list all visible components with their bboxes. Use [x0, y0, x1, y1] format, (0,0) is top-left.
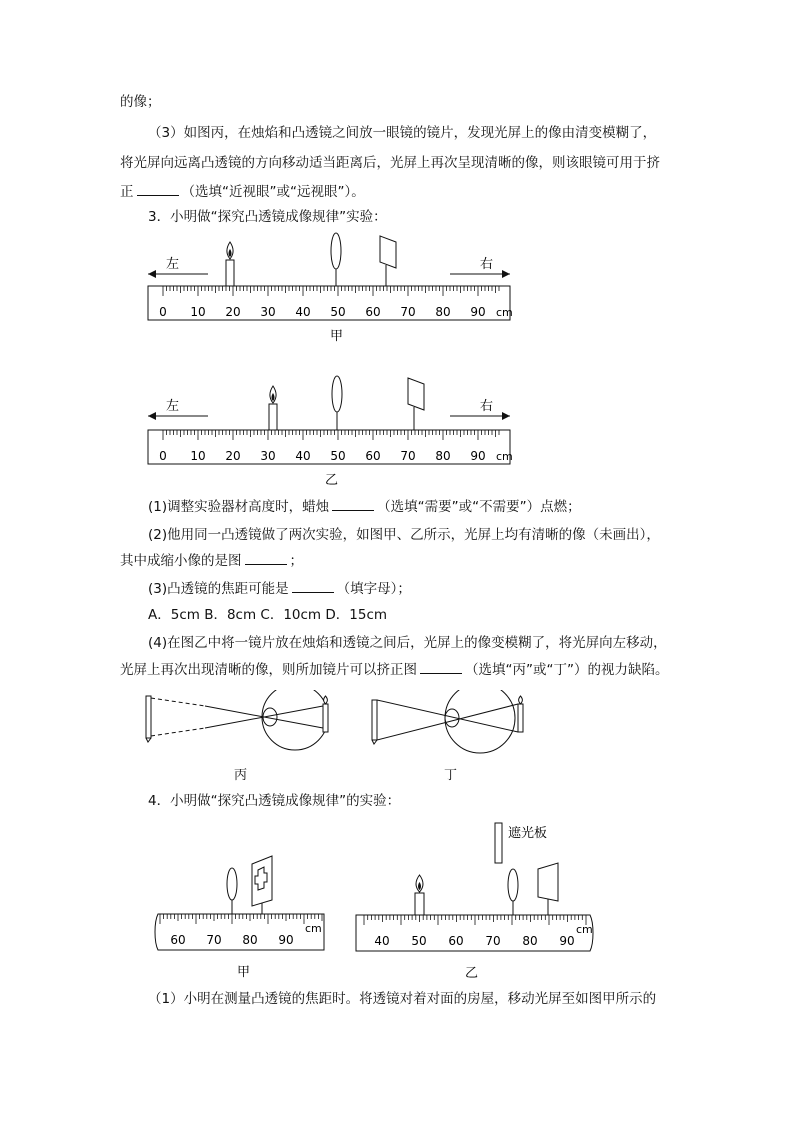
tick-label: 60	[448, 934, 464, 948]
text-fragment: （填字母）；	[336, 581, 411, 597]
text-line: （1）小明在测量凸透镜的焦距时。将透镜对着对面的房屋，移动光屏至如图甲所示的	[148, 991, 657, 1007]
tick-label: 30	[260, 449, 276, 463]
optical-bench-figure-yi	[140, 370, 520, 488]
text-line	[120, 661, 668, 679]
tick-label: 50	[411, 934, 427, 948]
answer-options: A．5cm B．8cm C．10cm D．15cm	[148, 607, 388, 623]
tick-label: 30	[260, 305, 276, 319]
tick-label: 80	[435, 449, 451, 463]
figure-caption: 丙	[234, 768, 248, 783]
answer-blank[interactable]	[245, 552, 287, 565]
tick-label: 50	[330, 305, 346, 319]
unit-label: cm	[496, 450, 513, 463]
answer-blank[interactable]	[292, 580, 334, 593]
figure-caption: 乙	[465, 966, 479, 981]
tick-label: 90	[470, 305, 486, 319]
text-line: (2)他用同一凸透镜做了两次实验，如图甲、乙所示，光屏上均有清晰的像（未画出），	[148, 527, 660, 543]
text-fragment: ；	[289, 553, 303, 569]
tick-label: 20	[225, 305, 241, 319]
text-line: 的像；	[120, 94, 161, 110]
tick-label: 60	[365, 305, 381, 319]
question-heading: 4．小明做“探究凸透镜成像规律”的实验：	[148, 793, 401, 809]
tick-label: 10	[190, 449, 206, 463]
tick-label: 60	[170, 933, 186, 947]
tick-label: 0	[159, 449, 167, 463]
answer-blank[interactable]	[137, 183, 179, 196]
tick-label: 80	[242, 933, 258, 947]
tick-label: 40	[295, 449, 311, 463]
figure-4-jia	[150, 850, 340, 982]
figure-4-yi	[352, 815, 602, 982]
tick-label: 20	[225, 449, 241, 463]
unit-label: cm	[576, 923, 593, 936]
text-fragment: 光屏上再次出现清晰的像，则所加镜片可以挤正图	[120, 662, 417, 678]
text-fragment: （选填“丙”或“丁”）的视力缺陷。	[465, 662, 669, 678]
tick-label: 60	[365, 449, 381, 463]
tick-label: 90	[559, 934, 575, 948]
text-line	[120, 183, 365, 201]
tick-label: 70	[485, 934, 501, 948]
tick-label: 10	[190, 305, 206, 319]
text-fragment: (3)凸透镜的焦距可能是	[148, 581, 289, 597]
text-line: (4)在图乙中将一镜片放在烛焰和透镜之间后，光屏上的像变模糊了，将光屏向左移动，	[148, 635, 667, 651]
figure-caption: 丁	[444, 768, 458, 783]
tick-label: 70	[206, 933, 222, 947]
shield-label: 遮光板	[508, 826, 548, 841]
answer-blank[interactable]	[420, 661, 462, 674]
figure-caption: 甲	[330, 329, 344, 344]
right-label: 右	[480, 399, 494, 414]
figure-caption: 乙	[325, 473, 339, 488]
text-fragment: (1)调整实验器材高度时，蜡烛	[148, 499, 330, 515]
text-line	[148, 580, 411, 598]
optical-bench-figure-jia	[140, 228, 520, 346]
text-line	[120, 552, 303, 570]
left-label: 左	[166, 399, 180, 414]
tick-label: 70	[400, 449, 416, 463]
text-line	[148, 498, 581, 516]
tick-label: 0	[159, 305, 167, 319]
tick-label: 40	[295, 305, 311, 319]
question-heading: 3．小明做“探究凸透镜成像规律”实验：	[148, 209, 387, 225]
tick-label: 90	[278, 933, 294, 947]
tick-label: 70	[400, 305, 416, 319]
text-line: （3）如图丙，在烛焰和凸透镜之间放一眼镜的镜片，发现光屏上的像由清变模糊了，	[148, 125, 657, 141]
text-fragment: 正	[120, 184, 134, 200]
unit-label: cm	[496, 306, 513, 319]
tick-label: 80	[522, 934, 538, 948]
answer-blank[interactable]	[332, 498, 374, 511]
text-fragment: 其中成缩小像的是图	[120, 553, 242, 569]
unit-label: cm	[305, 922, 322, 935]
right-label: 右	[480, 257, 494, 272]
tick-label: 90	[470, 449, 486, 463]
text-fragment: （选填“近视眼”或“远视眼”）。	[181, 184, 365, 200]
tick-label: 50	[330, 449, 346, 463]
tick-label: 40	[374, 934, 390, 948]
tick-label: 80	[435, 305, 451, 319]
figure-caption: 甲	[237, 965, 251, 980]
left-label: 左	[166, 257, 180, 272]
text-line: 将光屏向远离凸透镜的方向移动适当距离后，光屏上再次呈现清晰的像，则该眼镜可用于挤	[120, 155, 660, 171]
text-fragment: （选填“需要”或“不需要”）点燃；	[377, 499, 581, 515]
